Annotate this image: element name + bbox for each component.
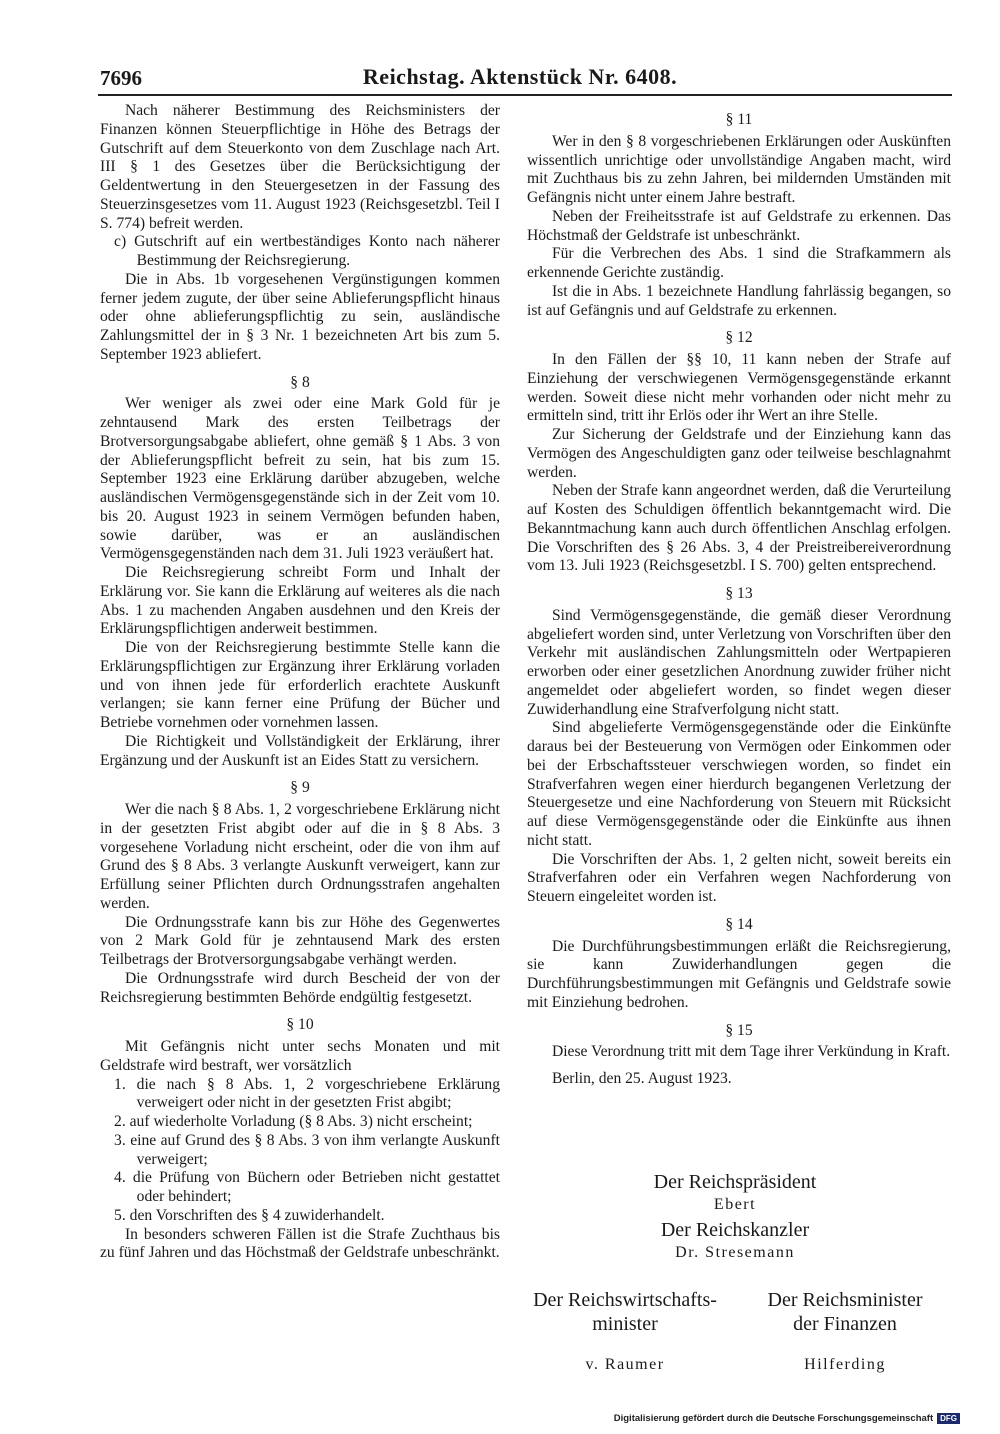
list-item: 5. den Vorschriften des § 4 zuwiderhandelt. bbox=[114, 1206, 385, 1224]
footer-text: Digitalisierung gefördert durch die Deutsche Forschungsgemeinschaft bbox=[613, 1413, 934, 1424]
paragraph: Sind Vermögensgegenstände, die gemäß dieser Verordnung abgeliefert worden sind, unter Verletzung von Vorschriften über den Verkehr mit ausländischen Zahlungsmitteln oder Wertpapieren erworben oder einer gesetzlichen Anordnung zuwider früher nicht angemeldet oder abgeliefert worden, so findet wegen dieser Zuwiderhandlung eine Strafverfolgung nicht statt. bbox=[527, 606, 951, 718]
paragraph: Wer weniger als zwei oder eine Mark Gold für je zehntausend Mark des ersten Teilbetrags der Brotversorgungsabgabe abliefert, ohne gemäß § 1 Abs. 3 von der Ablieferungspflicht befreit zu sein, hat bis zum 15. September 1923 eine Erklärung darüber abzugeben, welche ausländischen Vermögensgegenstände sich in der Zeit vom 10. bis 20. August 1923 in seinem Vermögen befunden haben, sowie darüber, was er an ausländischen Vermögensgegenständen nach dem 31. Juli 1923 veräußert hat. bbox=[100, 395, 500, 563]
dfg-logo: DFG bbox=[937, 1413, 960, 1424]
signature-title: Der Reichsminister der Finanzen bbox=[767, 1289, 923, 1335]
signature-name: Ebert bbox=[713, 1196, 757, 1213]
signature-chancellor bbox=[580, 1218, 890, 1264]
paragraph: Wer die nach § 8 Abs. 1, 2 vorgeschriebene Erklärung nicht in der gesetzten Frist abgibt oder auf die in § 8 Abs. 3 vorgesehene Vorladung nicht erscheint, oder die von ihm auf Grund des § 8 Abs. 3 verlangte Auskunft verweigert, kann zur Erfüllung seiner Pflichten durch Ordnungsstrafen angehalten werden. bbox=[100, 801, 500, 912]
paragraph: Die von der Reichsregierung bestimmte Stelle kann die Erklärungspflichtigen zur Ergänzung ihrer Erklärung vorladen und von ihnen jede für erforderlich erachtete Auskunft verlangen; sie kann ferner eine Prüfung der Bücher und Betriebe vornehmen oder vornehmen lassen. bbox=[100, 639, 500, 731]
signature-finance-minister bbox=[725, 1270, 965, 1394]
paragraph: Die in Abs. 1b vorgesehenen Vergünstigungen kommen ferner jedem zugute, der über seine Ablieferungspflicht hinaus oder ohne ablieferungspflichtig zu sein, ausländische Zahlungsmittel der in § 3 Nr. 1 bezeichneten Art bis zum 5. September 1923 abliefert. bbox=[100, 270, 500, 363]
paragraph: Nach näherer Bestimmung des Reichsministers der Finanzen können Steuerpflichtige in Höhe des Betrags der Gutschrift auf dem Steuerkonto von dem Zuschlage nach Art. III § 1 des Gesetzes über die Berücksichtigung der Geldentwertung in den Steuergesetzen in der Fassung des Steuerzinsgesetzes vom 11. August 1923 (Reichsgesetzbl. Teil I S. 774) befreit werden. bbox=[100, 102, 500, 232]
paragraph: Zur Sicherung der Geldstrafe und der Einziehung kann das Vermögen des Angeschuldigten ganz oder teilweise beschlagnahmt werden. bbox=[527, 426, 951, 481]
paragraph: Die Durchführungsbestimmungen erläßt die Reichsregierung, sie kann Zuwiderhandlungen gegen die Durchführungsbestimmungen mit Gefängnis und Geldstrafe sowie mit Einziehung bedrohen. bbox=[527, 937, 951, 1011]
paragraph: Mit Gefängnis nicht unter sechs Monaten und mit Geldstrafe wird bestraft, wer vorsätzlich bbox=[100, 1038, 500, 1074]
signature-president bbox=[580, 1170, 890, 1216]
paragraph: Diese Verordnung tritt mit dem Tage ihrer Verkündung in Kraft. bbox=[551, 1043, 951, 1061]
signature-name: v. Raumer bbox=[585, 1356, 665, 1373]
list-item: 2. auf wiederholte Vorladung (§ 8 Abs. 3) nicht erscheint; bbox=[114, 1113, 473, 1130]
digitization-footer bbox=[614, 1413, 960, 1424]
paragraph: Wer in den § 8 vorgeschriebenen Erklärungen oder Auskünften wissentlich unrichtige oder unvollständige Angaben macht, wird mit Zuchthaus bis zu zehn Jahren, bei mildernden Umständen mit Gefängnis nicht unter einem Jahre bestraft. bbox=[527, 132, 951, 206]
paragraph: Für die Verbrechen des Abs. 1 sind die Strafkammern als erkennende Gerichte zuständig. bbox=[527, 245, 951, 281]
section-heading: § 14 bbox=[725, 915, 753, 933]
paragraph: Die Vorschriften der Abs. 1, 2 gelten nicht, soweit bereits ein Strafverfahren oder ein Verfahren wegen Nachforderung von Steuern eingeleitet worden ist. bbox=[527, 850, 951, 905]
paragraph: Die Reichsregierung schreibt Form und Inhalt der Erklärung vor. Sie kann die Erklärung auf weiteres als die nach Abs. 1 zu machenden Angaben ausdehnen und den Kreis der Erklärungspflichtigen anderweit bestimmen. bbox=[100, 564, 500, 638]
signature-title: Der Reichskanzler bbox=[660, 1219, 810, 1241]
section-heading: § 12 bbox=[725, 329, 753, 347]
page-header-title: Reichstag. Aktenstück Nr. 6408. bbox=[362, 64, 678, 89]
paragraph: In den Fällen der §§ 10, 11 kann neben der Strafe auf Einziehung der verschwiegenen Vermögensgegenstände erkannt werden. Soweit diese nicht mehr vorhanden oder nicht mehr zu ermitteln sind, tritt ihr Erlös oder ihr Wert an ihre Stelle. bbox=[527, 351, 951, 425]
section-heading: § 8 bbox=[290, 373, 310, 391]
list-item: c) Gutschrift auf ein wertbeständiges Konto nach näherer Bestimmung der Reichsregierung. bbox=[114, 233, 500, 269]
list-item: 1. die nach § 8 Abs. 1, 2 vorgeschriebene Erklärung verweigert oder nicht in der gesetzten Frist abgibt; bbox=[114, 1075, 500, 1112]
signature-title: Der Reichspräsident bbox=[653, 1171, 817, 1193]
paragraph: Ist die in Abs. 1 bezeichnete Handlung fahrlässig begangen, so ist auf Gefängnis und auf Geldstrafe zu erkennen. bbox=[527, 282, 951, 319]
section-heading: § 9 bbox=[290, 779, 310, 797]
header-rule bbox=[98, 94, 952, 96]
paragraph: Die Ordnungsstrafe wird durch Bescheid der von der Reichsregierung bestimmten Behörde endgültig festgesetzt. bbox=[100, 969, 500, 1006]
list-item: 4. die Prüfung von Büchern oder Betrieben nicht gestattet oder behindert; bbox=[114, 1169, 500, 1205]
paragraph: Neben der Freiheitsstrafe ist auf Geldstrafe zu erkennen. Das Höchstmaß der Geldstrafe ist unbeschränkt. bbox=[527, 207, 951, 244]
signature-economy-minister bbox=[505, 1270, 745, 1394]
section-heading: § 11 bbox=[725, 111, 753, 128]
right-column bbox=[527, 102, 951, 1089]
paragraph: Neben der Strafe kann angeordnet werden, daß die Verurteilung auf Kosten des Schuldigen öffentlich bekanntgemacht wird. Die Bekanntmachung kann auch durch öffentlichen Anschlag erfolgen. Die Vorschriften des § 26 Abs. 3, 4 der Preistreibereiverordnung vom 13. Juli 1923 (Reichsgesetzbl. I S. 700) gelten entsprechend. bbox=[527, 482, 951, 575]
paragraph: In besonders schweren Fällen ist die Strafe Zuchthaus bis zu fünf Jahren und das Höchstmaß der Geldstrafe unbeschränkt. bbox=[100, 1225, 500, 1262]
signature-title: Der Reichswirtschafts- minister bbox=[533, 1289, 717, 1335]
left-column bbox=[100, 102, 500, 1263]
list-item: 3. eine auf Grund des § 8 Abs. 3 von ihm verlangte Auskunft verweigert; bbox=[114, 1131, 500, 1168]
paragraph: Sind abgelieferte Vermögensgegenstände oder die Einkünfte daraus bei der Besteuerung von Vermögen oder Einkommen oder bei der Erbschaftssteuer verschwiegen worden, so findet ein Strafverfahren wegen einer hierdurch begangenen Verletzung der Steuergesetze und eine Nachforderung von Steuern mit Rücksicht auf diese Vermögensgegenstände oder die Einkünfte aus ihnen nicht statt. bbox=[527, 719, 951, 849]
paragraph: Die Ordnungsstrafe kann bis zur Höhe des Gegenwertes von 2 Mark Gold für je zehntausend Mark des ersten Teilbetrags der Brotversorgungsabgabe verhängt werden. bbox=[100, 913, 500, 968]
date-line: Berlin, den 25. August 1923. bbox=[551, 1070, 732, 1087]
section-heading: § 13 bbox=[725, 585, 753, 602]
section-heading: § 10 bbox=[286, 1016, 314, 1034]
signature-name: Hilferding bbox=[804, 1356, 886, 1373]
signature-name: Dr. Stresemann bbox=[675, 1244, 795, 1261]
paragraph: Die Richtigkeit und Vollständigkeit der Erklärung, ihrer Ergänzung und der Auskunft ist an Eides Statt zu versichern. bbox=[100, 732, 500, 769]
page-number: 7696 bbox=[100, 66, 142, 90]
section-heading: § 15 bbox=[725, 1021, 753, 1039]
